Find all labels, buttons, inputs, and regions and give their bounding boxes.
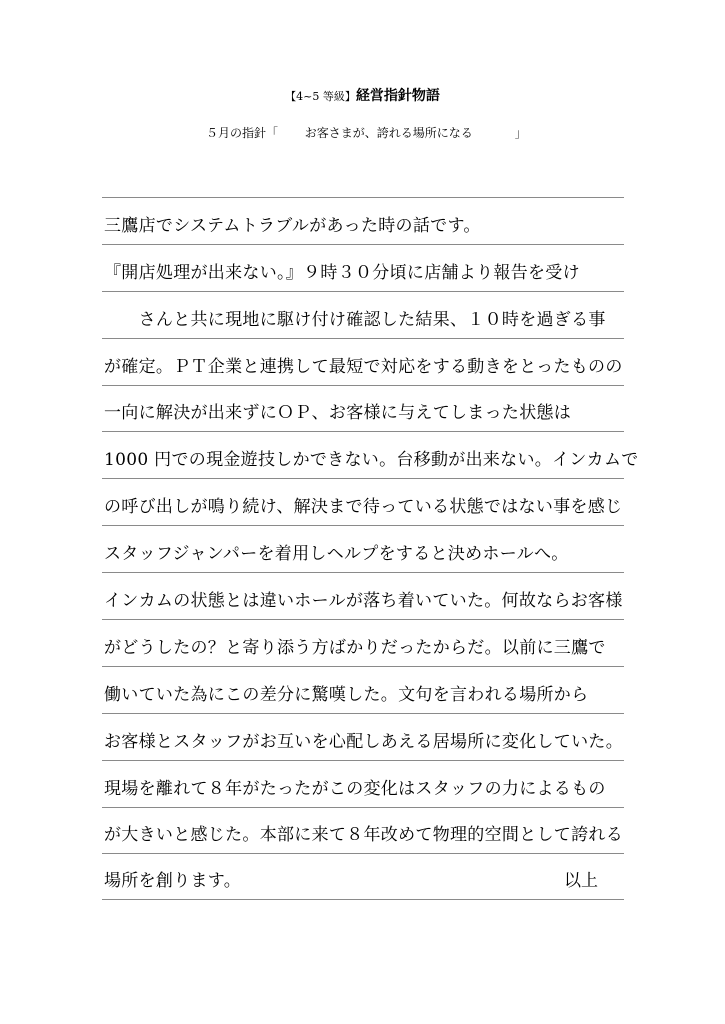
guideline-prefix: ５月の指針「 [206,126,279,140]
body-line-text: 『開店処理が出来ない。』９時３０分頃に店舗より報告を受け [104,262,580,283]
body-line [102,572,624,619]
body-line-text: の呼び出しが鳴り続け、解決まで待っている状態ではない事を感じ [104,497,623,518]
body-line-text: さんと共に現地に駆け付け確認した結果、１０時を過ぎる事 [104,309,606,330]
guideline-suffix: 」 [514,126,527,140]
ruled-body [102,197,639,900]
body-line [102,619,624,666]
body-line [102,760,624,807]
body-line-text: インカムの状態とは違いホールが落ち着いていた。何故ならお客様 [104,591,623,612]
body-line [102,197,624,244]
body-line [102,291,624,338]
body-line-text: が大きいと感じた。本部に来て８年改めて物理的空間として誇れる [104,825,623,846]
body-line-text: がどうしたの？と寄り添う方ばかりだったからだ。以前に三鷹で [104,637,606,658]
body-line [102,244,624,291]
body-line [102,525,624,572]
body-line [102,853,624,900]
body-line-text: お客様とスタッフがお互いを心配しあえる居場所に変化していた。 [104,731,623,752]
body-line [102,385,624,432]
body-line-text: 働いていた為にこの差分に驚嘆した。文句を言われる場所から [104,684,589,705]
document-title [0,86,725,107]
monthly-guideline [206,124,527,142]
body-line-text: が確定。ＰＴ企業と連携して最短で対応をする動きをとったものの [104,356,623,377]
guideline-text: お客さまが、誇れる場所になる [304,126,473,140]
body-line-text: 場所を創ります。 [104,871,242,892]
body-line [102,431,639,478]
body-line-text: 三鷹店でシステムトラブルがあった時の話です。 [104,215,481,236]
body-line [102,807,624,854]
closing-mark: 以上 [564,871,598,892]
body-line-text: 一向に解決が出来ずにＯＰ、お客様に与えてしまった状態は [104,403,572,424]
body-line-text: スタッフジャンパーを着用しヘルプをすると決めホールへ。 [104,544,569,565]
title-text: 経営指針物語 [355,88,440,104]
body-line [102,478,624,525]
body-line-text: 現場を離れて８年がたったがこの変化はスタッフの力によるもの [104,778,606,799]
body-line [102,338,624,385]
grade-label: 【4~5 等級】 [285,90,356,103]
body-line [102,666,624,713]
body-line [102,713,624,760]
body-line-text: 1000 円での現金遊技しかできない。台移動が出来ない。インカムで [104,450,639,471]
